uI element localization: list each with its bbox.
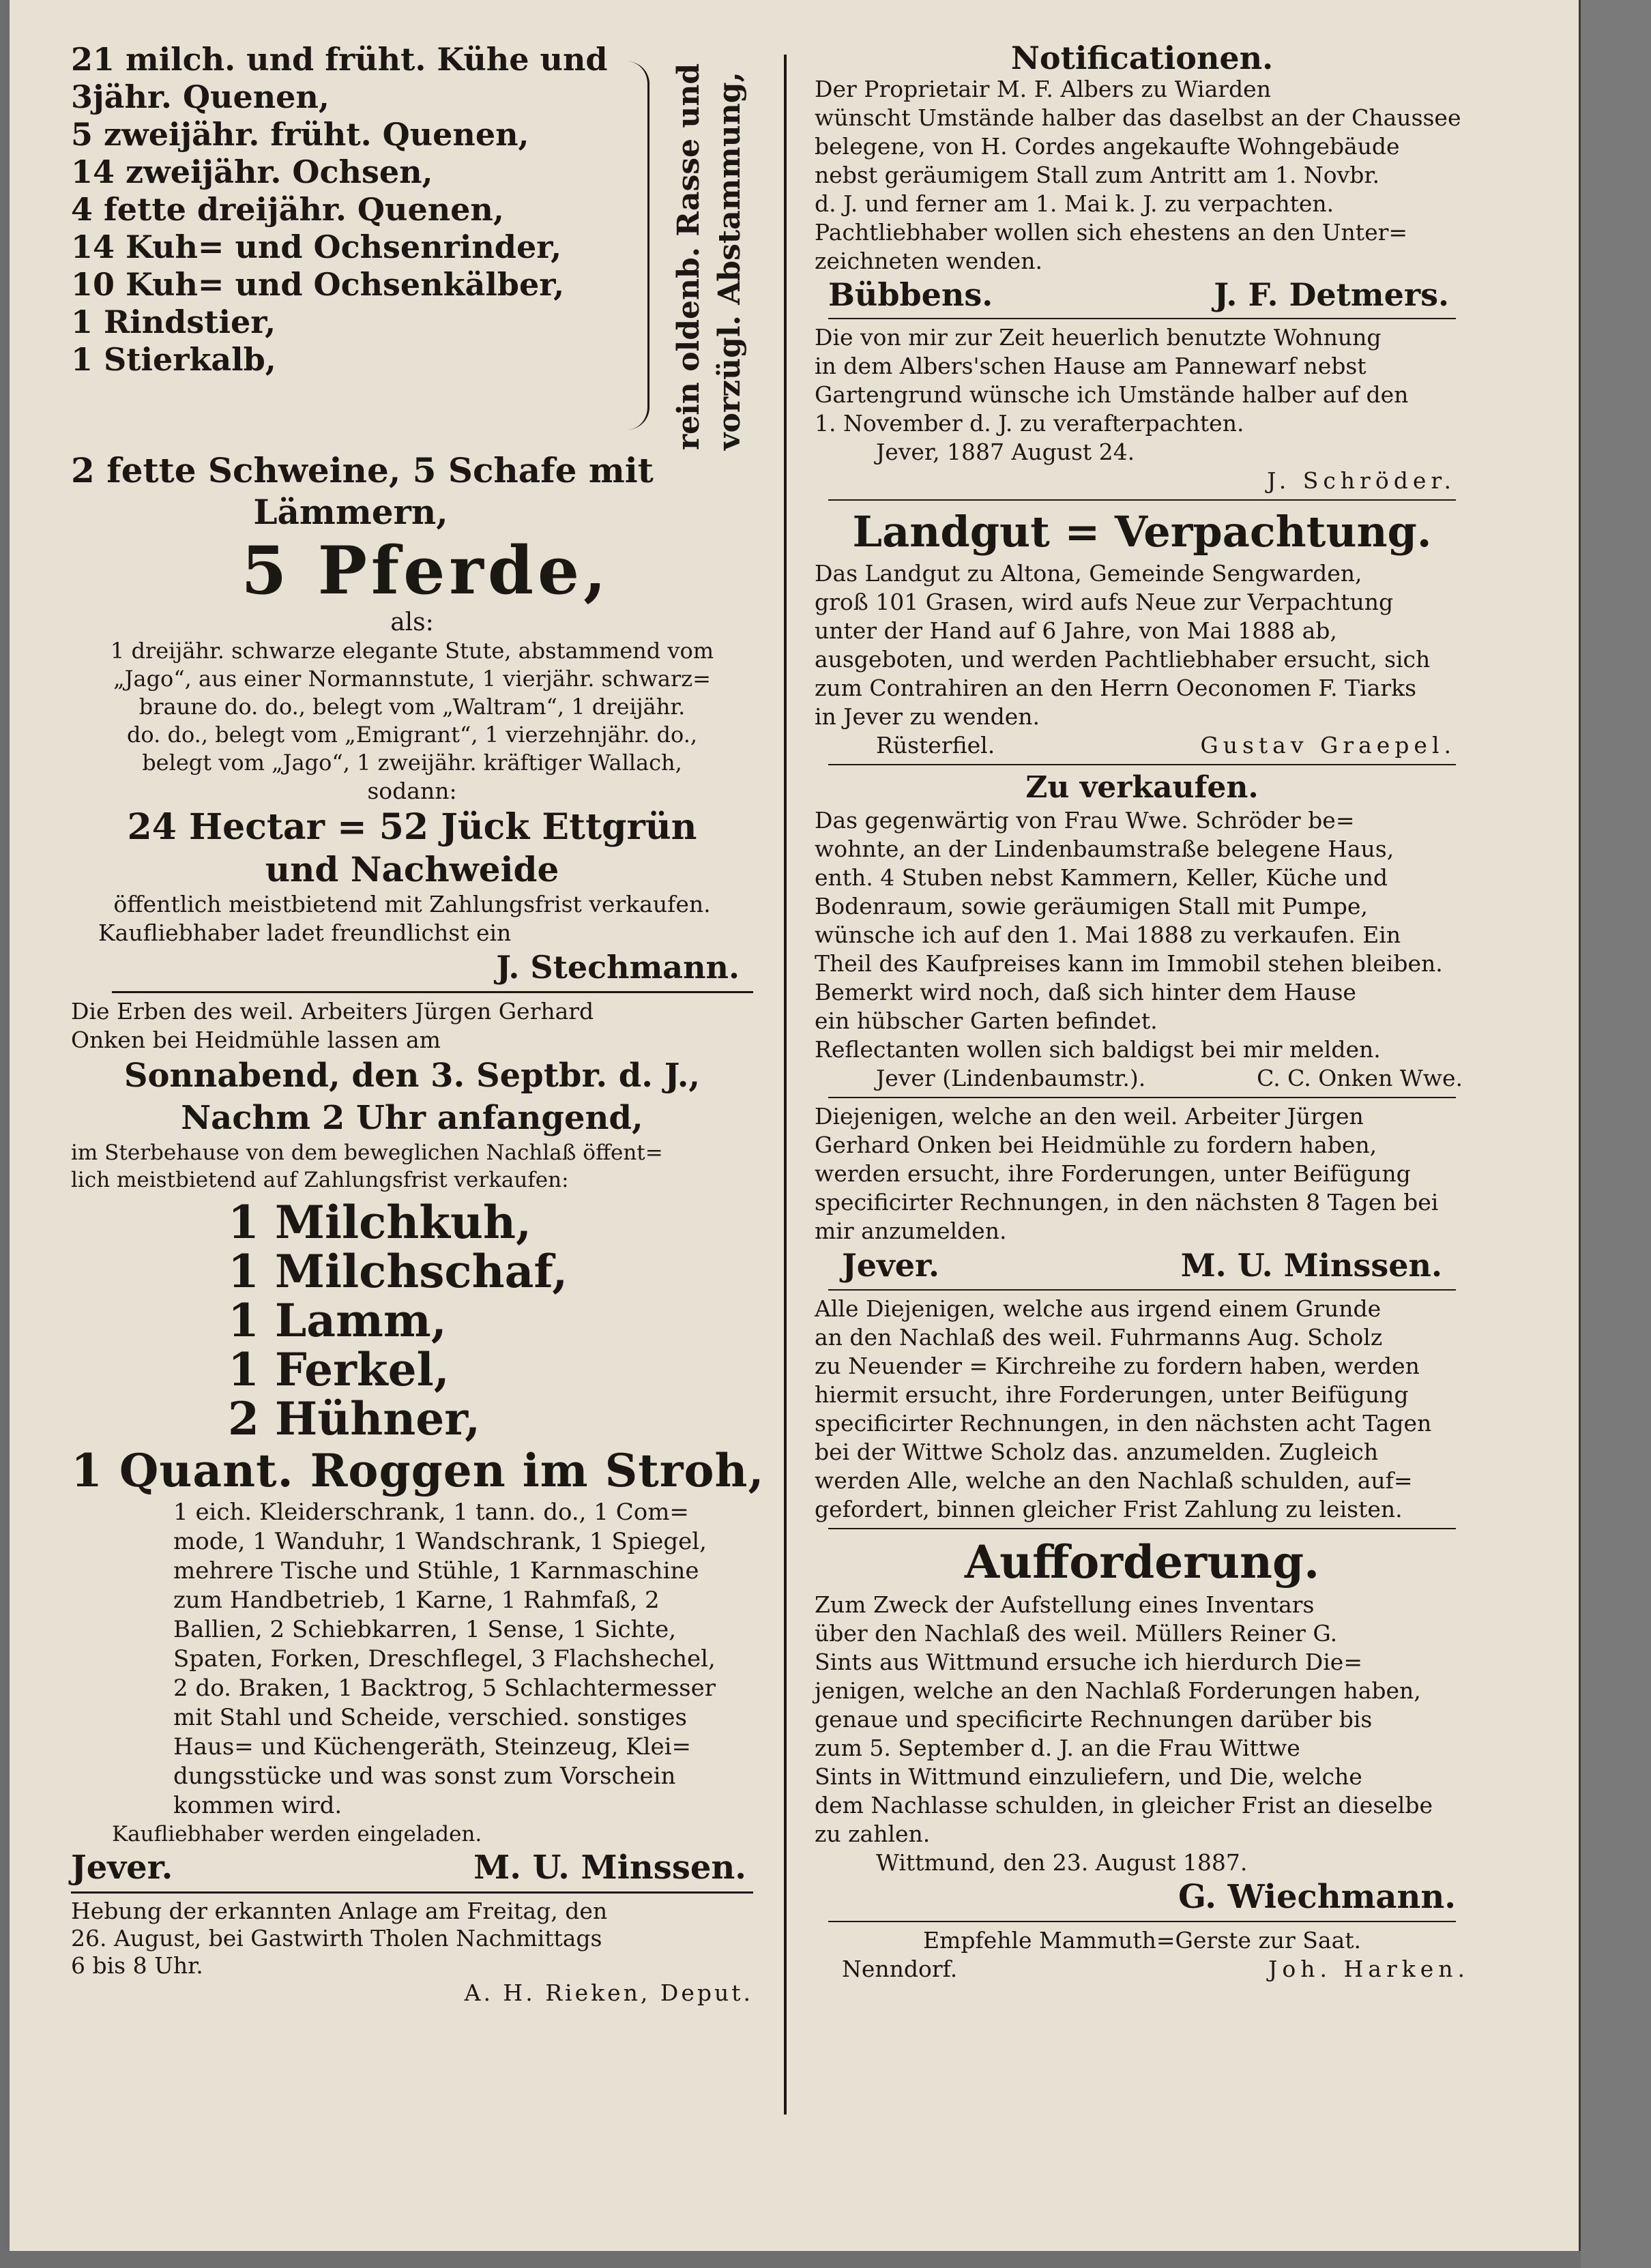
notif-line: d. J. und ferner am 1. Mai k. J. zu verpachten. [815, 190, 1334, 217]
landgut-sign: Gustav Graepel. [1200, 732, 1456, 759]
land-line-2: und Nachweide [265, 849, 559, 889]
auction-item: 1 Ferkel, [228, 1343, 450, 1396]
column-divider [784, 55, 787, 2115]
wohnung-line: 1. November d. J. zu verafterpachten. [815, 410, 1244, 437]
onken-place: Jever. [842, 1247, 940, 1284]
verkaufen-sign: C. C. Onken Wwe. [1257, 1065, 1463, 1091]
notif-place: Bübbens. [828, 276, 993, 313]
estate-line-4: lich meistbietend auf Zahlungsfrist verkaufen: [71, 1168, 569, 1192]
livestock-line: 4 fette dreijähr. Quenen, [71, 191, 504, 228]
verkaufen-line: ein hübscher Garten befindet. [815, 1007, 1158, 1034]
verkaufen-title: Zu verkaufen. [1025, 770, 1259, 805]
scan-background-edge [1581, 0, 1651, 2268]
notif-line: nebst geräumigem Stall zum Antritt am 1. Novbr. [815, 162, 1380, 188]
furniture-line: Ballien, 2 Schiebkarren, 1 Sense, 1 Sichte, [173, 1616, 677, 1643]
aufforderung-line: zum 5. September d. J. an die Frau Wittwe [815, 1735, 1300, 1761]
gerste-place: Nenndorf. [842, 1956, 958, 1982]
left-column [71, 41, 765, 2007]
furniture-line: mit Stahl und Scheide, verschied. sonstiges [173, 1704, 687, 1731]
onken-line: mir anzumelden. [815, 1218, 1007, 1244]
livestock-line: 14 Kuh= und Ochsenrinder, [71, 229, 562, 265]
livestock-block [71, 41, 753, 450]
hebung-signature: A. H. Rieken, Deput. [464, 1979, 753, 2006]
livestock-line: 5 zweijähr. früht. Quenen, [71, 116, 529, 153]
side-note-line-1: rein oldenb. Rasse und [671, 63, 706, 450]
notif-signature-row [801, 276, 1483, 314]
aufforderung-line: über den Nachlaß des weil. Müllers Reiner G. [815, 1620, 1338, 1647]
aufforderung-sign: G. Wiechmann. [1178, 1878, 1456, 1916]
wohnung-date: Jever, 1887 August 24. [876, 439, 1135, 465]
separator-rule [828, 318, 1456, 319]
scholz-line: bei der Wittwe Scholz das. anzumelden. Zugleich [815, 1439, 1379, 1465]
hebung-line-1: Hebung der erkannten Anlage am Freitag, den [71, 1898, 608, 1924]
landgut-text [801, 559, 1483, 731]
verkaufen-text [801, 806, 1483, 1064]
furniture-list [71, 1498, 753, 1821]
notif-line: Pachtliebhaber wollen sich ehestens an den Unter= [815, 219, 1408, 246]
separator-rule [828, 499, 1456, 501]
landgut-line: in Jever zu wenden. [815, 703, 1040, 730]
auction-item: 1 Milchkuh, [228, 1196, 531, 1249]
separator-rule [828, 1097, 1456, 1098]
livestock-list [71, 41, 630, 379]
gerste-sign: Joh. Harken. [1268, 1956, 1470, 1982]
livestock-line: 10 Kuh= und Ochsenkälber, [71, 266, 565, 303]
landgut-title: Landgut = Verpachtung. [852, 507, 1432, 557]
estate-line-2: Onken bei Heidmühle lassen am [71, 1027, 441, 1053]
scholz-line: Alle Diejenigen, welche aus irgend einem Grunde [815, 1295, 1382, 1322]
livestock-line: 1 Stierkalb, [71, 341, 276, 378]
scholz-line: gefordert, binnen gleicher Frist Zahlung zu leisten. [815, 1496, 1403, 1522]
aufforderung-date: Wittmund, den 23. August 1887. [876, 1849, 1248, 1876]
landgut-line: groß 101 Grasen, wird aufs Neue zur Verpachtung [815, 589, 1394, 615]
scholz-line: werden Alle, welche an den Nachlaß schulden, auf= [815, 1467, 1413, 1494]
verkaufen-line: Bemerkt wird noch, daß sich hinter dem Hause [815, 979, 1356, 1005]
furniture-line: mehrere Tische und Stühle, 1 Karnmaschine [173, 1557, 699, 1585]
sale-line-2: Kaufliebhaber ladet freundlichst ein [98, 919, 512, 946]
horse-description-line: 1 dreijähr. schwarze elegante Stute, abstammend vom [110, 638, 714, 664]
pigs-line-2: Lämmern, [253, 492, 448, 532]
landgut-line: unter der Hand auf 6 Jahre, von Mai 1888 ab, [815, 617, 1337, 644]
notif-line: wünscht Umstände halber das daselbst an der Chaussee [815, 104, 1461, 131]
auction-time: Nachm 2 Uhr anfangend, [181, 1099, 643, 1137]
aufforderung-title: Aufforderung. [964, 1535, 1320, 1589]
estate-line-1: Die Erben des weil. Arbeiters Jürgen Gerhard [71, 998, 594, 1025]
newspaper-page [10, 0, 1581, 2251]
furniture-line: Spaten, Forken, Dreschflegel, 3 Flachshechel, [173, 1645, 716, 1673]
horse-description-line: belegt vom „Jago“, 1 zweijähr. kräftiger Wallach, [142, 750, 682, 776]
signature-row-minssen [71, 1848, 753, 1887]
notif-line: Der Proprietair M. F. Albers zu Wiarden [815, 76, 1271, 102]
aufforderung-line: Zum Zweck der Aufstellung eines Inventars [815, 1591, 1315, 1618]
verkaufen-line: Reflectanten wollen sich baldigst bei mir melden. [815, 1036, 1381, 1063]
notif-sign: J. F. Detmers. [1214, 276, 1449, 313]
notif-title: Notificationen. [1010, 40, 1274, 76]
furniture-line: kommen wird. [173, 1792, 342, 1819]
sale-line-1: öffentlich meistbietend mit Zahlungsfrist verkaufen. [113, 891, 711, 917]
onken-line: specificirter Rechnungen, in den nächsten 8 Tagen bei [815, 1189, 1439, 1216]
sodann-label: sodann: [367, 778, 457, 804]
onken-line: Diejenigen, welche an den weil. Arbeiter Jürgen [815, 1103, 1364, 1130]
landgut-line: zum Contrahiren an den Herrn Oeconomen F. Tiarks [815, 675, 1417, 701]
furniture-line: 1 eich. Kleiderschrank, 1 tann. do., 1 Com= [173, 1499, 689, 1526]
furniture-line: 2 do. Braken, 1 Backtrog, 5 Schlachtermesser [173, 1675, 716, 1702]
auction-item: 1 Lamm, [228, 1294, 447, 1347]
separator-rule [828, 1921, 1456, 1922]
aufforderung-text [801, 1591, 1483, 1849]
estate-line-3: im Sterbehause von dem beweglichen Nachlaß öffent= [71, 1140, 663, 1165]
horse-description-line: braune do. do., belegt vom „Waltram“, 1 dreijähr. [138, 694, 686, 720]
onken-line: werden ersucht, ihre Forderungen, unter Beifügung [815, 1160, 1411, 1187]
scholz-line: hiermit ersucht, ihre Forderungen, unter Beifügung [815, 1381, 1409, 1408]
verkaufen-line: wohnte, an der Lindenbaumstraße belegene Haus, [815, 836, 1394, 862]
als-label: als: [390, 608, 434, 636]
verkaufen-line: Theil des Kaufpreises kann im Immobil stehen bleiben. [815, 950, 1443, 977]
hebung-line-3: 6 bis 8 Uhr. [71, 1952, 203, 1979]
scholz-line: zu Neuender = Kirchreihe zu fordern haben, werden [815, 1353, 1420, 1379]
separator-rule [828, 1289, 1456, 1291]
verkaufen-line: Das gegenwärtig von Frau Wwe. Schröder be= [815, 807, 1355, 834]
verkaufen-signature-row [801, 1064, 1483, 1093]
notif-text [801, 75, 1483, 276]
separator-rule [828, 764, 1456, 765]
wohnung-line: Die von mir zur Zeit heuerlich benutzte Wohnung [815, 324, 1382, 351]
scholz-line: an den Nachlaß des weil. Fuhrmanns Aug. Scholz [815, 1324, 1383, 1351]
onken-line: Gerhard Onken bei Heidmühle zu fordern haben, [815, 1132, 1377, 1158]
brace [627, 61, 649, 430]
horses-heading: 5 Pferde, [241, 532, 611, 609]
scholz-text [801, 1295, 1483, 1524]
roggen-line: 1 Quant. Roggen im Stroh, [71, 1444, 765, 1497]
horse-description-line: „Jago“, aus einer Normannstute, 1 vierjähr. schwarz= [113, 666, 711, 692]
aufforderung-line: dem Nachlasse schulden, in gleicher Frist an dieselbe [815, 1792, 1433, 1818]
wohnung-sign: J. Schröder. [1267, 467, 1456, 494]
gerste-signature-row [801, 1955, 1483, 1984]
livestock-line: 1 Rindstier, [71, 304, 276, 340]
sign-name: M. U. Minssen. [473, 1849, 746, 1887]
onken-sign: M. U. Minssen. [1180, 1247, 1442, 1284]
aufforderung-line: Sints in Wittmund einzuliefern, und Die, welche [815, 1763, 1362, 1790]
aufforderung-line: zu zahlen. [815, 1821, 931, 1847]
auction-item: 1 Milchschaf, [228, 1245, 568, 1298]
aufforderung-line: Sints aus Wittmund ersuche ich hierdurch Die= [815, 1649, 1362, 1675]
land-line-1: 24 Hectar = 52 Jück Ettgrün [127, 806, 697, 848]
hebung-line-2: 26. August, bei Gastwirth Tholen Nachmittags [71, 1925, 602, 1952]
invite-line: Kaufliebhaber werden eingeladen. [112, 1822, 482, 1846]
landgut-line: Das Landgut zu Altona, Gemeinde Sengwarden, [815, 560, 1362, 587]
sign-place: Jever. [71, 1849, 173, 1887]
scholz-line: specificirter Rechnungen, in den nächsten acht Tagen [815, 1410, 1432, 1437]
wohnung-text [801, 323, 1483, 438]
auction-date: Sonnabend, den 3. Septbr. d. J., [123, 1057, 701, 1095]
verkaufen-line: Bodenraum, sowie geräumigen Stall mit Pumpe, [815, 893, 1368, 919]
side-note-line-2: vorzügl. Abstammung, [712, 72, 747, 450]
notif-line: zeichneten wenden. [815, 248, 1042, 274]
landgut-signature-row [801, 731, 1483, 760]
verkaufen-place: Jever (Lindenbaumstr.). [876, 1065, 1146, 1091]
onken-text [801, 1102, 1483, 1246]
auction-items [71, 1198, 753, 1443]
gerste-text: Empfehle Mammuth=Gerste zur Saat. [922, 1927, 1362, 1954]
livestock-line: 3jähr. Quenen, [71, 78, 330, 115]
onken-signature-row [801, 1246, 1483, 1285]
notif-line: belegene, von H. Cordes angekaufte Wohngebäude [815, 133, 1400, 160]
wohnung-line: Gartengrund wünsche ich Umstände halber auf den [815, 381, 1409, 408]
auction-item: 2 Hühner, [228, 1392, 481, 1445]
landgut-line: ausgeboten, und werden Pachtliebhaber ersucht, sich [815, 646, 1431, 673]
aufforderung-line: genaue und specificirte Rechnungen darüber bis [815, 1706, 1373, 1733]
separator-rule [112, 991, 753, 993]
aufforderung-line: jenigen, welche an den Nachlaß Forderungen haben, [815, 1677, 1421, 1704]
wohnung-line: in dem Albers'schen Hause am Pannewarf nebst [815, 353, 1367, 379]
livestock-line: 14 zweijähr. Ochsen, [71, 153, 433, 190]
horse-description [71, 637, 753, 777]
pigs-line: 2 fette Schweine, 5 Schafe mit [71, 450, 654, 490]
landgut-place: Rüsterfiel. [876, 732, 995, 759]
furniture-line: Haus= und Küchengeräth, Steinzeug, Klei= [173, 1733, 691, 1761]
verkaufen-line: enth. 4 Stuben nebst Kammern, Keller, Küche und [815, 864, 1388, 891]
furniture-line: dungsstücke und was sonst zum Vorschein [173, 1763, 676, 1790]
right-column [801, 41, 1483, 1984]
furniture-line: mode, 1 Wanduhr, 1 Wandschrank, 1 Spiegel, [173, 1528, 707, 1555]
verkaufen-line: wünsche ich auf den 1. Mai 1888 zu verkaufen. Ein [815, 922, 1401, 948]
furniture-line: zum Handbetrieb, 1 Karne, 1 Rahmfaß, 2 [173, 1587, 660, 1614]
livestock-side-note [658, 63, 753, 450]
separator-rule [828, 1528, 1456, 1529]
livestock-line: 21 milch. und früht. Kühe und [71, 41, 608, 78]
horse-description-line: do. do., belegt vom „Emigrant“, 1 vierzehnjähr. do., [126, 722, 698, 748]
signature-stechmann: J. Stechmann. [496, 949, 740, 986]
separator-rule [71, 1891, 753, 1894]
